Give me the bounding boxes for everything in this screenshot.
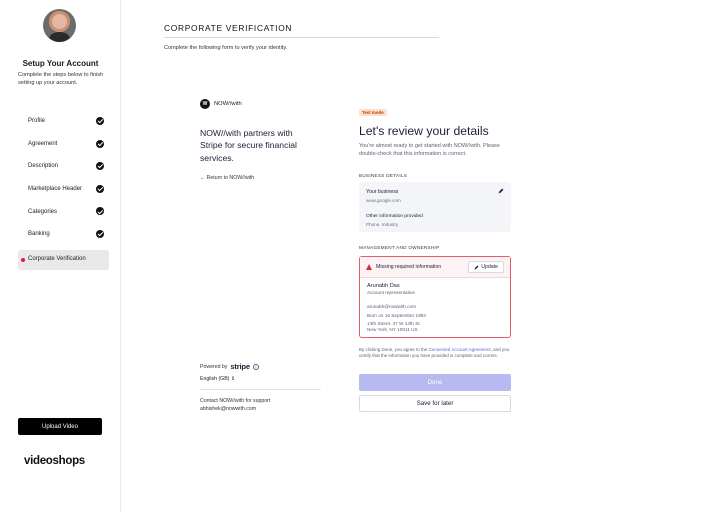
upload-video-button[interactable]: Upload Video <box>18 418 102 435</box>
step-label: Description <box>28 163 59 170</box>
person-name: Arunabh Das <box>367 283 400 289</box>
return-link[interactable]: ← Return to NOW//with <box>200 175 255 181</box>
language-select[interactable]: English (GB) ⇕ <box>200 376 236 382</box>
stripe-logo: stripe <box>230 362 250 371</box>
person-email: arunabh@nowwith.com <box>367 304 417 309</box>
setup-description: Complete the steps below to finish setting up your account. <box>18 72 104 86</box>
business-value: www.google.com <box>366 198 401 203</box>
person-birthdate: Born on 16 September 1993 <box>367 313 426 318</box>
person-role: Account representative <box>367 290 415 295</box>
company-logo-icon: W <box>200 99 210 109</box>
step-profile[interactable] <box>18 110 109 133</box>
management-card <box>359 256 511 338</box>
company-name: NOW//with <box>214 101 242 107</box>
connected-account-agreement-link[interactable]: Connected Account Agreement <box>428 347 491 352</box>
page-title: CORPORATE VERIFICATION <box>164 23 293 33</box>
done-button[interactable]: Done <box>359 374 511 391</box>
support-info <box>200 397 270 413</box>
warning-icon <box>366 264 372 270</box>
stripe-headline: NOW//with partners with Stripe for secure financial services. <box>200 128 297 163</box>
consent-post: , and you certify that the information you have provided is complete and correct. <box>359 347 510 359</box>
powered-by-stripe[interactable] <box>200 362 259 371</box>
missing-info-text: Missing required information <box>376 264 442 270</box>
business-details-card[interactable] <box>359 182 511 232</box>
support-line: Contact NOW//with for support <box>200 398 271 404</box>
check-icon <box>96 162 104 170</box>
person-address-line2: New York, NY 10011 US <box>367 327 418 332</box>
consent-pre: By clicking Done, you agree to the <box>359 347 429 352</box>
powered-by-label: Powered by <box>200 363 228 370</box>
check-icon <box>96 185 104 193</box>
save-for-later-button[interactable]: Save for later <box>359 395 511 412</box>
step-banking[interactable] <box>18 223 109 246</box>
check-icon <box>96 140 104 148</box>
page-description: Complete the following form to verify your identity. <box>164 45 288 51</box>
review-title: Let's review your details <box>359 124 489 138</box>
language-divider <box>200 389 321 390</box>
missing-info-bar <box>360 257 510 278</box>
steps-list <box>18 110 109 270</box>
other-info-value: Phone, Industry <box>366 222 399 227</box>
step-label: Banking <box>28 231 50 238</box>
business-details-label: BUSINESS DETAILS <box>359 173 408 178</box>
management-label: MANAGEMENT AND OWNERSHIP <box>359 245 440 250</box>
avatar[interactable] <box>43 9 76 42</box>
update-label: Update <box>481 264 498 270</box>
support-email[interactable]: abhishek@nowwith.com <box>200 406 257 412</box>
step-marketplace-header[interactable] <box>18 178 109 201</box>
person-address-line1: 13th Street. 47 W 13th St <box>367 321 420 326</box>
info-icon[interactable]: i <box>253 364 259 370</box>
company-logo-row <box>200 99 242 109</box>
title-divider <box>164 37 439 38</box>
other-info-key: Other information provided <box>366 214 423 219</box>
step-label: Profile <box>28 118 46 125</box>
step-description[interactable] <box>18 155 109 178</box>
check-icon <box>96 230 104 238</box>
review-subtitle: You're almost ready to get started with NOW//with. Please double-check that this information is correct. <box>359 143 500 157</box>
step-agreement[interactable] <box>18 133 109 156</box>
step-label: Agreement <box>28 140 58 147</box>
brand-logo: videoshops <box>24 455 85 467</box>
pencil-icon[interactable] <box>498 188 504 194</box>
step-label: Categories <box>28 208 58 215</box>
pencil-icon <box>474 265 479 270</box>
business-key: Your business <box>366 189 399 195</box>
setup-title: Setup Your Account <box>22 59 99 68</box>
check-icon <box>96 117 104 125</box>
step-categories[interactable] <box>18 200 109 223</box>
test-mode-badge: Test mode <box>359 109 387 116</box>
sidebar <box>0 0 121 512</box>
active-dot-icon <box>21 258 25 262</box>
step-label: Marketplace Header <box>28 186 83 193</box>
step-corporate-verification[interactable] <box>18 250 109 270</box>
consent-text <box>359 347 511 359</box>
check-icon <box>96 207 104 215</box>
step-label: Corporate Verification <box>28 256 86 263</box>
update-button[interactable] <box>468 261 504 273</box>
